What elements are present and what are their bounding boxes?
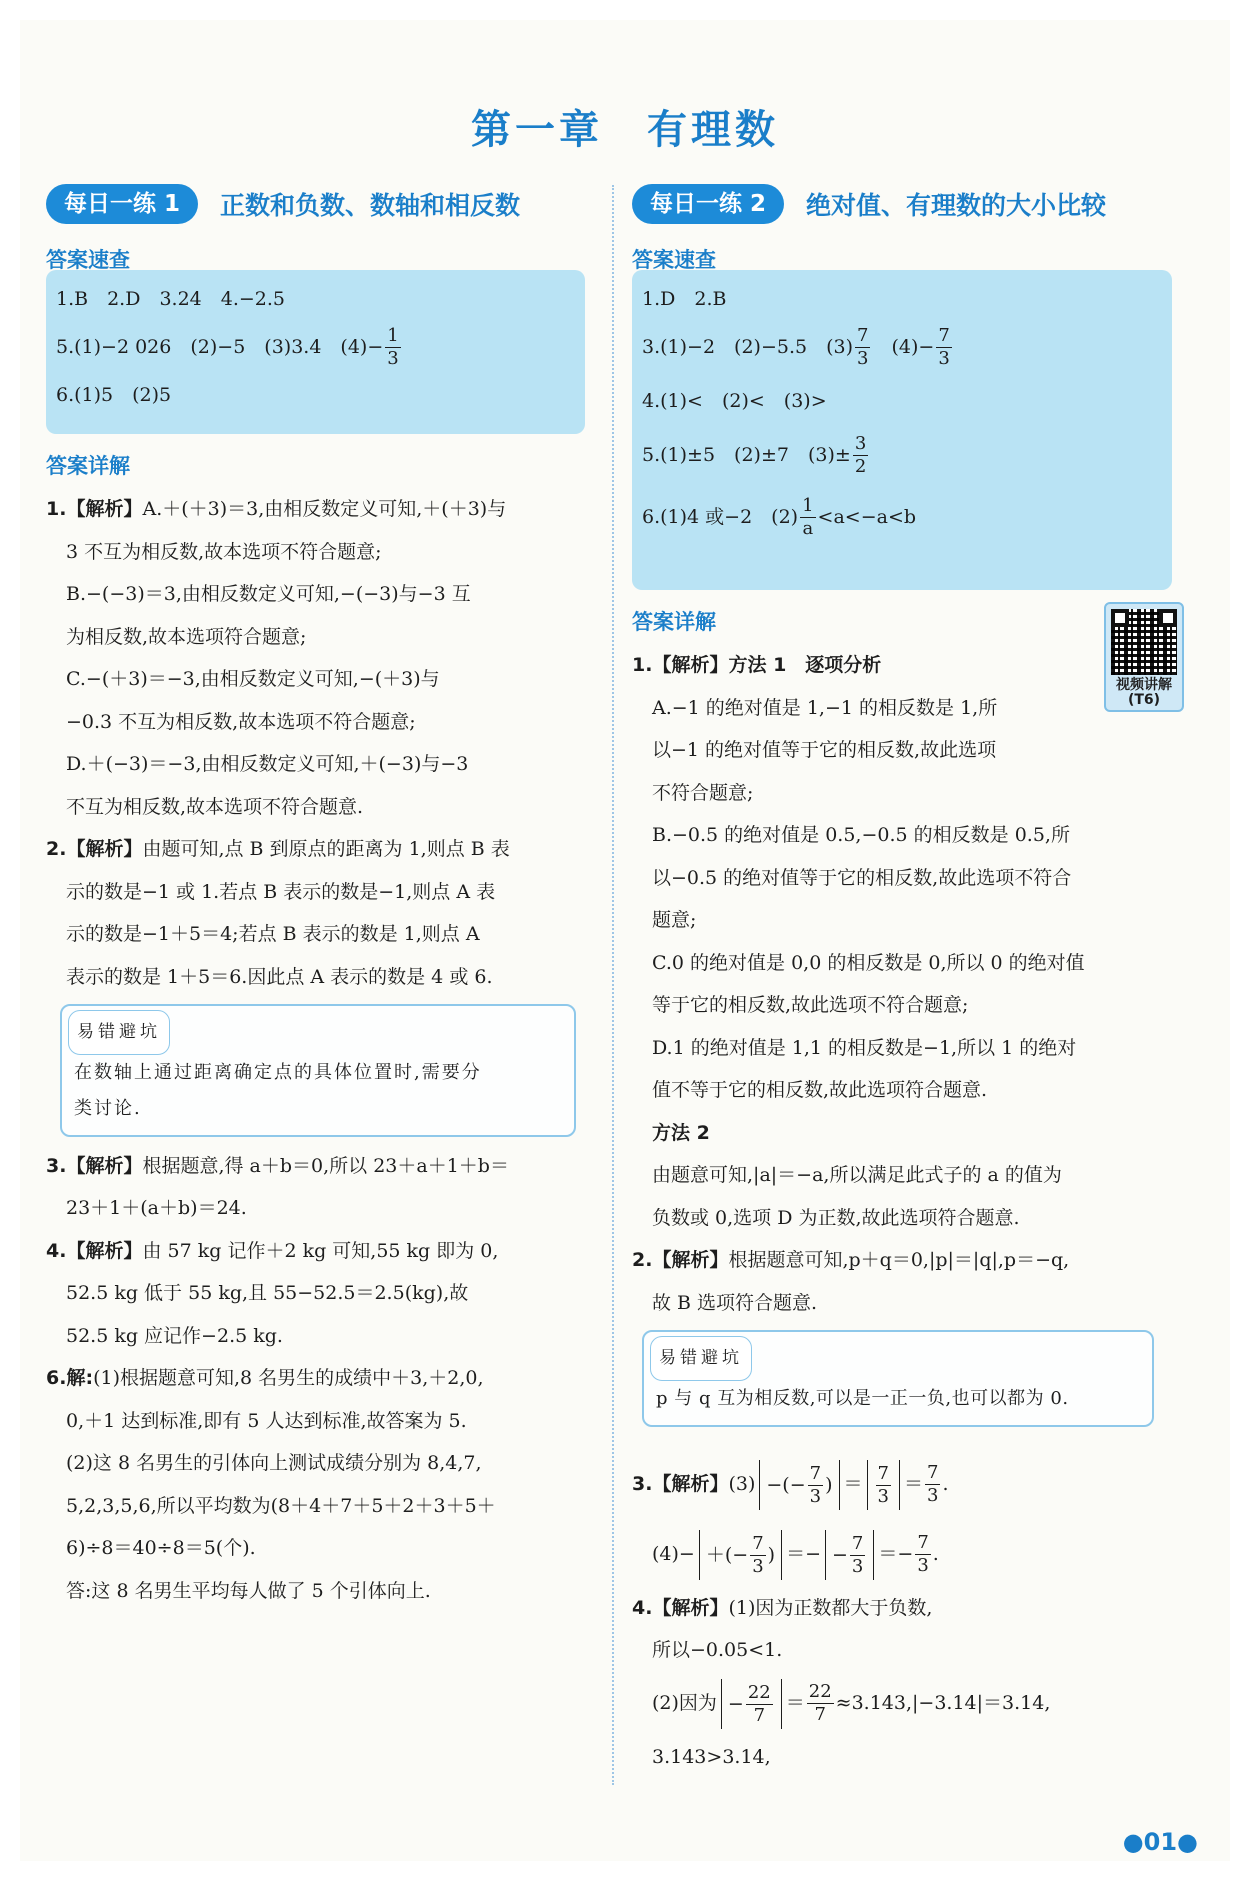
quick-answer-line xyxy=(56,316,571,378)
quick-answer-line: 6.(1)5 (2)5 xyxy=(56,384,172,406)
detail-label: 答案详解 xyxy=(632,610,716,634)
detail-label: 答案详解 xyxy=(46,454,130,478)
chapter-title: 第一章 有理数 xyxy=(471,107,779,153)
daily-practice-badge: 每日一练 1 xyxy=(46,184,198,224)
left-header xyxy=(46,182,596,226)
left-column xyxy=(46,182,596,1612)
pitfall-box: 易错避坑 在数轴上通过距离确定点的具体位置时,需要分 类讨论. xyxy=(60,1004,576,1137)
pitfall-tag: 易错避坑 xyxy=(68,1010,170,1055)
fraction: $\frac{7}{3}$ xyxy=(857,324,869,369)
quick-answer-box xyxy=(46,270,585,434)
video-qr-code[interactable] xyxy=(1104,602,1184,712)
quick-answer-line: 3.(1)−2 (2)−5.5 (3) $\frac{7}{3}$ (4)− $\frac{7}{3}$ xyxy=(642,324,950,369)
page-number: ●01● xyxy=(1122,1828,1198,1856)
section-topic: 正数和负数、数轴和相反数 xyxy=(220,191,521,220)
video-label: 视频讲解 (T6) xyxy=(1116,677,1172,708)
right-header xyxy=(632,182,1184,226)
quick-answer-line: 1.D 2.B xyxy=(642,288,727,310)
detail-body: 1.【解析】A.＋(＋3)＝3,由相反数定义可知,＋(＋3)与 3 不互为相反数,故本选项不符合题意; B.−(−3)＝3,由相反数定义可知,−(−3)与−3 互 为相反数,故本选项符合题意; C.−(＋3)＝−3,由相反数定义可知,−(＋3)与 −0.3 不互为相反数,故本选项不符合题意; D.＋(−3)＝−3,由相反数定义可知,＋(−3)与−3 不互为相反数,故本选项不符合题意. 2.【解析】由题可知,点 B 到原点的距离为 1,则点 B 表 示的数是−1 或 1.若点 B 表示的数是−1,则点 A 表 示的数是−1＋5＝4;若点 B 表示的数是 1,则点 A 表示的数是 1＋5＝6.因此点 A 表示的数是 4 或 6. 易错避坑 在数轴上通过距离确定点的具体位置时,需要分 类讨论. 3.【解析】根据题意,得 a＋b＝0,所以 23＋a＋1＋b＝ 23＋1＋(a＋b)＝24. 4.【解析】由 57 kg 记作＋2 kg 可知,55 kg 即为 0, 52.5 kg 低于 55 kg,且 55−52.5＝2.5(kg),故 52.5 kg 应记作−2.5 kg. 6.解:(1)根据题意可知,8 名男生的成绩中＋3,＋2,0, 0,＋1 达到标准,即有 5 人达到标准,故答案为 5. (2)这 8 名男生的引体向上测试成绩分别为 8,4,7, 5,2,3,5,6,所以平均数为(8＋4＋7＋5＋2＋3＋5＋ 6)÷8＝40÷8＝5(个). 答:这 8 名男生平均每人做了 5 个引体向上. xyxy=(46,488,596,1612)
quick-answer-line: 6.(1)4 或−2 (2) $\frac{1}{a}$ <a<−a<b xyxy=(642,494,917,539)
column-divider xyxy=(612,185,614,1785)
quick-answer-line: 1.B 2.D 3.24 4.−2.5 xyxy=(56,288,286,310)
right-column xyxy=(632,182,1184,1778)
quick-answer-box xyxy=(632,270,1172,590)
pitfall-box: 易错避坑 p 与 q 互为相反数,可以是一正一负,也可以都为 0. xyxy=(642,1330,1154,1427)
quick-answer-label: 答案速查 xyxy=(46,248,130,272)
detail-section xyxy=(632,606,1184,1778)
quick-answer-label: 答案速查 xyxy=(632,248,716,272)
quick-answer-line: 5.(1)±5 (2)±7 (3)± $\frac{3}{2}$ xyxy=(642,432,867,477)
qr-code-icon xyxy=(1111,609,1177,675)
answer-text: 5.(1)−2 026 (2)−5 (3)3.4 (4)− xyxy=(56,336,384,358)
daily-practice-badge: 每日一练 2 xyxy=(632,184,784,224)
section-topic: 绝对值、有理数的大小比较 xyxy=(806,191,1107,220)
fraction: $\frac{1}{3}$ xyxy=(387,324,399,369)
pitfall-tag: 易错避坑 xyxy=(650,1336,752,1381)
detail-body: 1.【解析】方法 1 逐项分析 A.−1 的绝对值是 1,−1 的相反数是 1,所 以−1 的绝对值等于它的相反数,故此选项 不符合题意; B.−0.5 的绝对值是 0.5,−0.5 的相反数是 0.5,所 以−0.5 的绝对值等于它的相反数,故此选项不符合 题意; C.0 的绝对值是 0,0 的相反数是 0,所以 0 的绝对值 等于它的相反数,故此选项不符合题意; D.1 的绝对值是 1,1 的相反数是−1,所以 1 的绝对 值不等于它的相反数,故此选项符合题意. 方法 2 由题意可知,|a|＝−a,所以满足此式子的 a 的值为 负数或 0,选项 D 为正数,故此选项符合题意. 2.【解析】根据题意可知,p＋q＝0,|p|＝|q|,p＝−q, 故 B 选项符合题意. 易错避坑 p 与 q 互为相反数,可以是一正一负,也可以都为 0. 3. 【解析】 (3) −(− $\frac{7}{3}$ ) ＝ $\frac{7}{3}$ ＝ $\frac{7}{3}$ . (4)− ＋(− $\frac{7}{3}$ ) ＝ − − $\frac{7}{3}$ ＝ − $\frac{7}{3}$ . 4.【解析】(1)因为正数都大于负数, 所以−0.05<1. (2)因为 − $\frac{22}{7}$ ＝ $\frac{22}{7}$ ≈3.143,|−3.14|＝3.14, 3.143>3.14, xyxy=(632,644,1184,1778)
fraction: $\frac{7}{3}$ xyxy=(938,324,950,369)
fraction: $\frac{3}{2}$ xyxy=(854,432,867,477)
fraction: $\frac{1}{a}$ xyxy=(802,494,814,539)
quick-answer-line: 4.(1)< (2)< (3)> xyxy=(642,390,827,412)
